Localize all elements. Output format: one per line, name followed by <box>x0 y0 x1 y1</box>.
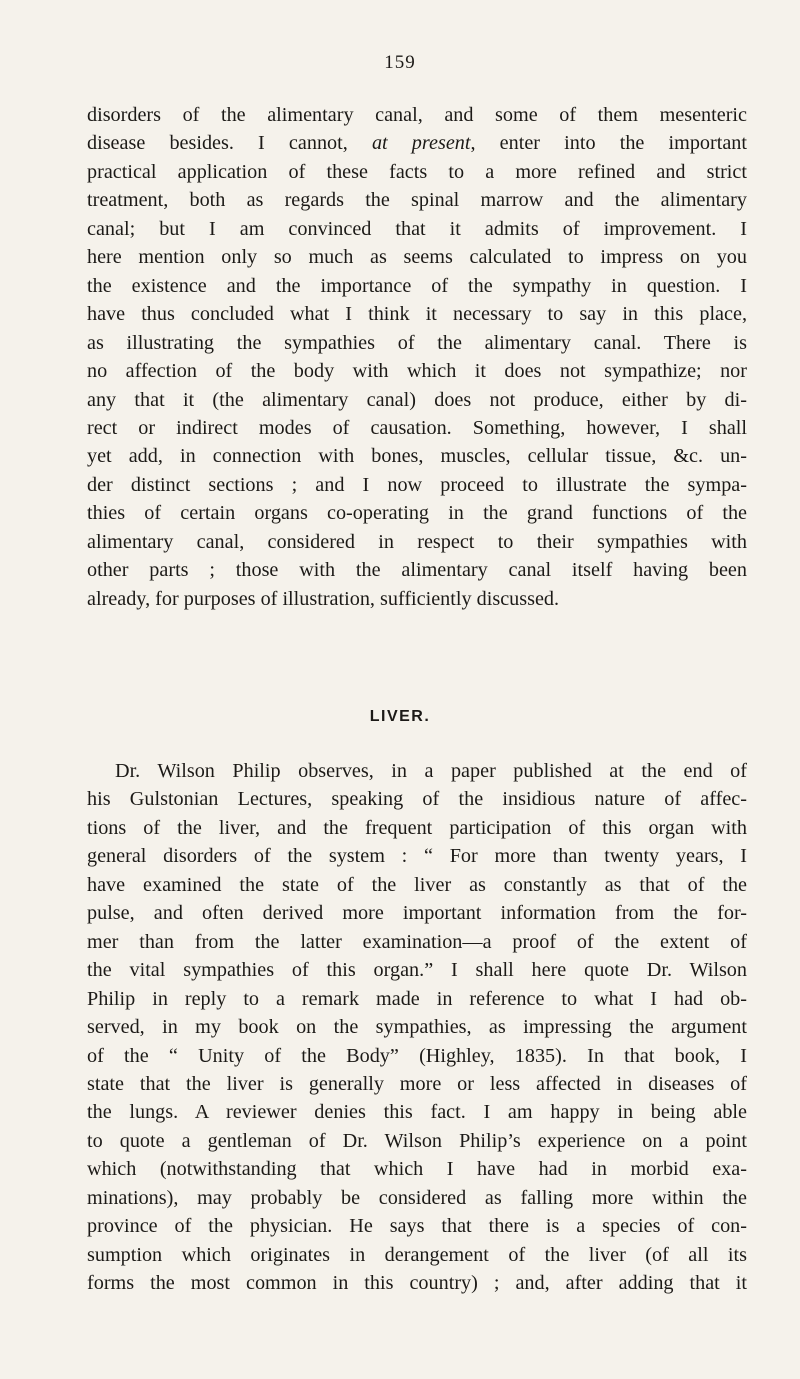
text-line: rect or indirect modes of causation. Something, however, I shall <box>87 416 747 439</box>
text-line: practical application of these facts to a more refined and strict <box>87 160 747 183</box>
text-line: no affection of the body with which it does not sympathize; nor <box>87 360 747 383</box>
section-heading: LIVER. <box>369 708 431 725</box>
text-line: Philip in reply to a remark made in reference to what I had ob- <box>87 987 747 1010</box>
text-line: already, for purposes of illustration, sufficiently discussed. <box>87 587 560 610</box>
text-line: any that it (the alimentary canal) does not produce, either by di- <box>87 388 747 411</box>
text-line: yet add, in connection with bones, muscles, cellular tissue, &c. un- <box>87 445 747 468</box>
text-line: alimentary canal, considered in respect to their sympathies with <box>87 530 747 553</box>
text-line: pulse, and often derived more important information from the for- <box>87 902 747 925</box>
text-line: as illustrating the sympathies of the alimentary canal. There is <box>87 331 747 354</box>
text-line: here mention only so much as seems calculated to impress on you <box>87 246 747 269</box>
text-line: forms the most common in this country) ; and, after adding that it <box>87 1272 747 1295</box>
text-fragment: disease besides. I cannot, <box>87 132 372 155</box>
italic-word: present <box>411 132 471 155</box>
text-line: province of the physician. He says that there is a species of con- <box>87 1215 747 1238</box>
text-line: der distinct sections ; and I now proceed to illustrate the sympa- <box>87 473 747 496</box>
text-line: the vital sympathies of this organ.” I shall here quote Dr. Wilson <box>87 959 747 982</box>
page-number: 159 <box>384 52 416 73</box>
text-fragment: , enter into the important <box>470 132 748 155</box>
text-line: his Gulstonian Lectures, speaking of the insidious nature of affec- <box>87 788 747 811</box>
text-line: have examined the state of the liver as constantly as that of the <box>87 873 747 896</box>
text-line: the lungs. A reviewer denies this fact. I am happy in being able <box>87 1101 747 1124</box>
text-line: treatment, both as regards the spinal marrow and the alimentary <box>87 189 747 212</box>
text-line: the existence and the importance of the sympathy in question. I <box>87 274 747 297</box>
text-line: other parts ; those with the alimentary canal itself having been <box>87 559 747 582</box>
text-line: tions of the liver, and the frequent participation of this organ with <box>87 816 747 839</box>
text-line <box>87 129 747 157</box>
text-line: of the “ Unity of the Body” (Highley, 1835). In that book, I <box>87 1044 747 1067</box>
text-line: served, in my book on the sympathies, as impressing the argument <box>87 1016 747 1039</box>
text-line: Dr. Wilson Philip observes, in a paper published at the end of <box>115 760 747 782</box>
text-line: have thus concluded what I think it necessary to say in this place, <box>87 303 747 326</box>
text-line: sumption which originates in derangement of the liver (of all its <box>87 1243 747 1266</box>
text-line: which (notwithstanding that which I have had in morbid exa- <box>87 1158 747 1181</box>
text-line: minations), may probably be considered as falling more within the <box>87 1186 747 1209</box>
paragraph-1 <box>87 101 747 613</box>
text-line: state that the liver is generally more or less affected in diseases of <box>87 1072 747 1095</box>
italic-at-word: at <box>371 132 412 155</box>
text-line: canal; but I am convinced that it admits of improvement. I <box>87 217 747 240</box>
text-line: general disorders of the system : “ For more than twenty years, I <box>87 845 747 868</box>
text-line: thies of certain organs co-operating in the grand functions of the <box>87 502 747 525</box>
text-line: mer than from the latter examination—a proof of the extent of <box>87 930 747 953</box>
text-line: disorders of the alimentary canal, and some of them mesenteric <box>87 104 747 126</box>
text-line: to quote a gentleman of Dr. Wilson Philip’s experience on a point <box>87 1129 747 1152</box>
paragraph-2 <box>87 757 747 1298</box>
